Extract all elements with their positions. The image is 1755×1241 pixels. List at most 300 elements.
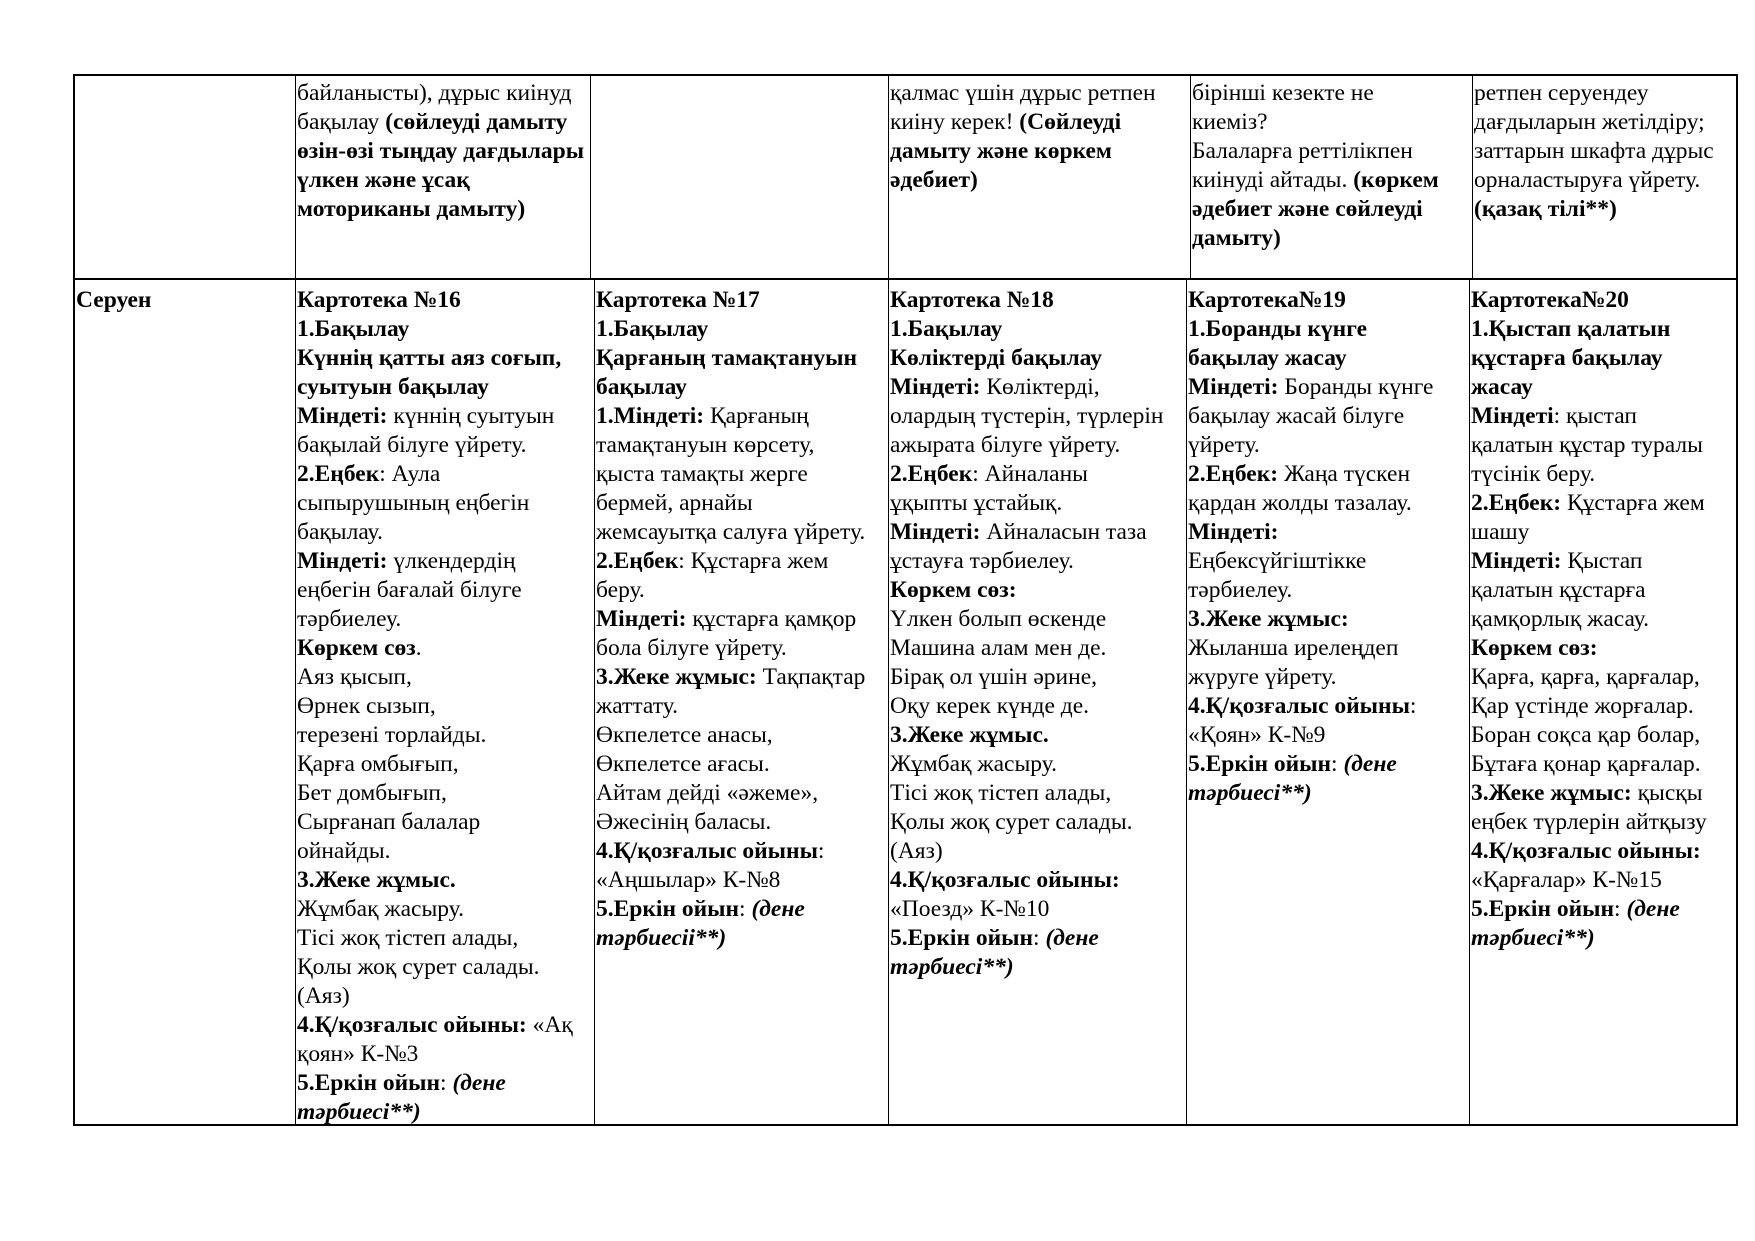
text-run: 2.Еңбек — [890, 461, 973, 487]
text-line — [1474, 108, 1736, 137]
text-line — [1188, 547, 1468, 576]
text-run: Машина алам мен де. — [890, 635, 1107, 661]
text-line — [1471, 895, 1736, 924]
text-line — [1471, 837, 1736, 866]
text-run: 1.Қыстап қалатын — [1471, 316, 1671, 342]
text-line — [890, 605, 1185, 634]
text-line — [890, 547, 1185, 576]
text-line — [297, 750, 593, 779]
text-line — [596, 344, 887, 373]
column-divider — [1186, 279, 1187, 1126]
text-line — [1471, 634, 1736, 663]
text-line — [1471, 344, 1736, 373]
text-line — [596, 663, 887, 692]
text-run: Бұтаға қонар қарғалар. — [1471, 751, 1701, 777]
text-line — [890, 489, 1185, 518]
text-line — [297, 431, 593, 460]
text-run: Қар үстінде жорғалар. — [1471, 693, 1694, 719]
text-line — [1474, 166, 1736, 195]
text-run: 1.Бақылау — [890, 316, 1003, 342]
text-run: қалатын құстарға — [1471, 577, 1646, 603]
text-run: үйрету. — [1188, 432, 1260, 458]
text-line — [1471, 286, 1736, 315]
text-line — [297, 108, 589, 137]
column-divider — [1469, 279, 1470, 1126]
text-run: Қолы жоқ сурет салады. — [297, 954, 540, 980]
walk-cell-5 — [1471, 286, 1736, 953]
text-line — [890, 518, 1185, 547]
text-line — [596, 547, 887, 576]
text-line — [297, 837, 593, 866]
text-run: Көліктерді, — [980, 374, 1100, 400]
text-run: (Сөйлеуді — [1019, 109, 1122, 135]
text-run: Құстарға жем — [1561, 490, 1705, 516]
text-line — [297, 547, 593, 576]
text-run: Өкпелетсе анасы, — [596, 722, 773, 748]
text-run: қалатын құстар туралы — [1471, 432, 1703, 458]
text-line — [297, 315, 593, 344]
text-line — [890, 166, 1188, 195]
text-run: Міндеті: — [1471, 548, 1562, 574]
text-run: тәрбиесі**) — [890, 954, 1014, 980]
text-run: Картотека №18 — [890, 287, 1054, 313]
text-run: (дене — [1343, 751, 1397, 777]
text-run: қалмас үшін дұрыс ретпен — [890, 80, 1156, 106]
text-run: Көліктерді бақылау — [890, 345, 1102, 371]
text-line — [297, 195, 589, 224]
walk-row-label: Серуен — [76, 287, 152, 313]
text-run: моториканы дамыту) — [297, 196, 526, 222]
text-run: Көркем сөз: — [1471, 635, 1598, 661]
text-line — [596, 286, 887, 315]
text-run: (қазақ тілі**) — [1474, 196, 1617, 222]
text-line — [1188, 663, 1468, 692]
text-line — [1192, 79, 1470, 108]
text-line — [297, 721, 593, 750]
text-run: Бірақ ол үшін әрине, — [890, 664, 1098, 690]
text-line — [596, 721, 887, 750]
text-run: (Аяз) — [890, 838, 943, 864]
text-run: Жаңа түскен — [1278, 461, 1411, 487]
text-run: Өрнек сызып, — [297, 693, 436, 719]
text-line — [596, 489, 887, 518]
top-cell-1 — [297, 79, 589, 224]
text-run: Бет домбығып, — [297, 780, 447, 806]
text-run: «Аңшылар» К-№8 — [596, 867, 781, 893]
text-run: түсінік беру. — [1471, 461, 1596, 487]
text-run: 5.Еркін ойын — [1471, 896, 1615, 922]
text-run: : Айналаны — [972, 461, 1088, 487]
text-run: бақылау — [596, 374, 687, 400]
text-run: 2.Еңбек: — [1188, 461, 1279, 487]
text-run: 3.Жеке жұмыс: — [1471, 780, 1632, 806]
text-run: Міндеті: — [297, 403, 388, 429]
text-run: жүруге үйрету. — [1188, 664, 1337, 690]
text-line — [1188, 315, 1468, 344]
text-run: киеміз? — [1192, 109, 1268, 135]
text-line — [1188, 634, 1468, 663]
text-run: «Ақ — [526, 1012, 573, 1038]
text-line — [297, 982, 593, 1011]
text-run: үлкен және ұсақ — [297, 167, 470, 193]
text-run: тәрбиесі**) — [1471, 925, 1595, 951]
text-run: : — [1614, 896, 1627, 922]
text-run: 5.Еркін ойын — [890, 925, 1034, 951]
text-run: Міндеті: — [1188, 519, 1279, 545]
text-run: Өкпелетсе ағасы. — [596, 751, 770, 777]
text-line — [890, 431, 1185, 460]
text-line — [1188, 431, 1468, 460]
text-run: Оқу керек күнде де. — [890, 693, 1090, 719]
text-line — [297, 489, 593, 518]
text-run: еңбегін бағалай білуге — [297, 577, 522, 603]
text-line — [1471, 402, 1736, 431]
text-run: Балаларға реттілікпен — [1192, 138, 1413, 164]
text-line — [1192, 137, 1470, 166]
text-run: құстарға бақылау — [1471, 345, 1663, 371]
text-line — [297, 166, 589, 195]
text-run: әдебиет және сөйлеуді — [1192, 196, 1423, 222]
text-run: қамқорлық жасау. — [1471, 606, 1650, 632]
text-run: Картотека№19 — [1188, 287, 1346, 313]
walk-cell-3 — [890, 286, 1185, 982]
text-run: 2.Еңбек: — [1471, 490, 1562, 516]
text-line — [890, 953, 1185, 982]
text-line — [297, 663, 593, 692]
text-line — [1471, 518, 1736, 547]
text-run: Көркем сөз: — [890, 577, 1017, 603]
text-line — [297, 1069, 593, 1098]
text-line — [596, 924, 887, 953]
text-run: 3.Жеке жұмыс: — [1188, 606, 1349, 632]
text-run: бірінші кезекте не — [1192, 80, 1374, 106]
text-run: Сырғанап балалар — [297, 809, 481, 835]
text-line — [1474, 79, 1736, 108]
text-run: тәрбиелеу. — [1188, 577, 1293, 603]
text-run: 2.Еңбек — [596, 548, 679, 574]
text-run: Міндеті: — [297, 548, 388, 574]
text-line — [1471, 547, 1736, 576]
text-line — [297, 692, 593, 721]
text-line — [297, 344, 593, 373]
text-run: Қолы жоқ сурет салады. — [890, 809, 1133, 835]
text-run: бақылау — [297, 109, 386, 135]
text-line — [1471, 721, 1736, 750]
text-run: қардан жолды тазалау. — [1188, 490, 1412, 516]
text-run: Картотека №16 — [297, 287, 461, 313]
text-run: әдебиет) — [890, 167, 978, 193]
text-line — [1471, 605, 1736, 634]
text-run: тәрбиесіі**) — [596, 925, 727, 951]
text-run: Үлкен болып өскенде — [890, 606, 1107, 632]
text-run: ойнайды. — [297, 838, 391, 864]
text-run: Аяз қысып, — [297, 664, 412, 690]
walk-cell-4 — [1188, 286, 1468, 808]
text-run: 1.Бақылау — [297, 316, 410, 342]
text-run: киіну керек! — [890, 109, 1020, 135]
text-line — [890, 137, 1188, 166]
text-run: Тақпақтар — [756, 664, 866, 690]
text-line — [297, 1011, 593, 1040]
text-run: (көркем — [1353, 167, 1439, 193]
text-run: үлкендердің — [387, 548, 516, 574]
text-line — [596, 460, 887, 489]
text-line — [1188, 721, 1468, 750]
text-line — [596, 895, 887, 924]
text-run: бола білуге үйрету. — [596, 635, 787, 661]
text-line — [1471, 460, 1736, 489]
column-divider — [888, 74, 889, 1126]
text-line — [297, 576, 593, 605]
text-line — [890, 634, 1185, 663]
text-run: еңбек түрлерін айтқызу — [1471, 809, 1707, 835]
text-line — [1188, 402, 1468, 431]
text-run: күннің суытуын — [387, 403, 555, 429]
text-run: ұстауға тәрбиелеу. — [890, 548, 1074, 574]
text-run: : — [1033, 925, 1046, 951]
column-divider — [1190, 74, 1191, 278]
text-run: Тісі жоқ тістеп алады, — [297, 925, 519, 951]
text-line — [1192, 166, 1470, 195]
text-run: 5.Еркін ойын — [1188, 751, 1332, 777]
text-run: Картотека№20 — [1471, 287, 1629, 313]
text-run: 4.Қ/қозғалыс ойыны — [1188, 693, 1410, 719]
text-run: бақылау. — [297, 519, 383, 545]
text-line — [596, 576, 887, 605]
text-run: : — [1331, 751, 1344, 777]
text-run: Айтам дейді «әжеме», — [596, 780, 819, 806]
text-line — [596, 605, 887, 634]
text-line — [890, 79, 1188, 108]
text-line — [297, 953, 593, 982]
text-line — [890, 721, 1185, 750]
row-divider — [73, 278, 1738, 280]
text-line — [297, 518, 593, 547]
text-run: қыста тамақты жерге — [596, 461, 808, 487]
text-line — [890, 895, 1185, 924]
text-run: дамыту және көркем — [890, 138, 1112, 164]
text-run: . — [415, 635, 422, 661]
text-line — [297, 460, 593, 489]
text-line — [890, 663, 1185, 692]
text-run: құстарға қамқор — [686, 606, 857, 632]
text-line — [297, 866, 593, 895]
text-run: дамыту) — [1192, 225, 1281, 251]
text-run: терезені торлайды. — [297, 722, 487, 748]
text-line — [596, 634, 887, 663]
text-run: ажырата білуге үйрету. — [890, 432, 1121, 458]
text-run: 5.Еркін ойын — [596, 896, 740, 922]
text-line — [1474, 137, 1736, 166]
text-line — [1188, 750, 1468, 779]
text-run: Күннің қатты аяз соғып, — [297, 345, 562, 371]
text-run: байланысты), дұрыс киінуд — [297, 80, 572, 106]
text-line — [1471, 924, 1736, 953]
text-line — [297, 79, 589, 108]
text-run: : Құстарға жем — [678, 548, 829, 574]
text-line — [890, 286, 1185, 315]
text-line — [890, 924, 1185, 953]
text-line — [596, 692, 887, 721]
text-run: Міндеті: — [1188, 374, 1279, 400]
text-run: Боранды күнге — [1278, 374, 1434, 400]
top-cell-5 — [1474, 79, 1736, 224]
text-run: қысқы — [1631, 780, 1703, 806]
text-line — [1188, 779, 1468, 808]
text-line — [890, 837, 1185, 866]
text-run: 2.Еңбек — [297, 461, 380, 487]
column-divider — [295, 74, 296, 1126]
text-run: өзін-өзі тыңдау дағдылары — [297, 138, 585, 164]
text-run: Айналасын таза — [980, 519, 1147, 545]
text-line — [1471, 489, 1736, 518]
text-line — [1188, 692, 1468, 721]
text-line — [1188, 286, 1468, 315]
text-run: 4.Қ/қозғалыс ойыны — [596, 838, 818, 864]
text-line — [297, 137, 589, 166]
text-run: : — [739, 896, 752, 922]
text-run: шашу — [1471, 519, 1530, 545]
column-divider — [1472, 74, 1473, 278]
text-run: (дене — [1626, 896, 1680, 922]
text-run: жаттату. — [596, 693, 678, 719]
text-run: 3.Жеке жұмыс. — [890, 722, 1049, 748]
text-line — [596, 431, 887, 460]
text-line — [890, 750, 1185, 779]
text-run: Жұмбақ жасыру. — [890, 751, 1057, 777]
top-cell-4 — [1192, 79, 1470, 253]
text-run: 1.Боранды күнге — [1188, 316, 1368, 342]
text-run: суытуын бақылау — [297, 374, 489, 400]
text-run: Қыстап — [1561, 548, 1643, 574]
text-run: Картотека №17 — [596, 287, 760, 313]
text-line — [297, 373, 593, 402]
text-line — [596, 402, 887, 431]
text-line — [1188, 576, 1468, 605]
text-run: 3.Жеке жұмыс: — [596, 664, 757, 690]
text-run: Міндеті: — [890, 374, 981, 400]
text-run: Тісі жоқ тістеп алады, — [890, 780, 1112, 806]
text-run: 5.Еркін ойын — [297, 1070, 441, 1096]
text-run: 3.Жеке жұмыс. — [297, 867, 456, 893]
text-run: бақылау жасау — [1188, 345, 1347, 371]
text-run: ретпен серуендеу — [1474, 80, 1649, 106]
text-line — [1471, 866, 1736, 895]
text-run: тамақтануын көрсету, — [596, 432, 815, 458]
text-line — [1471, 431, 1736, 460]
text-run: заттарын шкафта дұрыс — [1474, 138, 1714, 164]
text-line — [1474, 195, 1736, 224]
text-line — [596, 866, 887, 895]
text-run: (дене — [751, 896, 805, 922]
text-run: Міндеті: — [596, 606, 687, 632]
text-run: (сөйлеуді дамыту — [385, 109, 568, 135]
text-line — [890, 344, 1185, 373]
text-run: (дене — [452, 1070, 506, 1096]
text-run: жемсауытқа салуға үйрету. — [596, 519, 866, 545]
text-run: Көркем сөз — [297, 635, 416, 661]
top-cell-3 — [890, 79, 1188, 195]
text-run: 1.Бақылау — [596, 316, 709, 342]
text-line — [890, 402, 1185, 431]
text-line — [1188, 373, 1468, 402]
text-line — [297, 808, 593, 837]
text-line — [1188, 344, 1468, 373]
text-run: қоян» К-№3 — [297, 1041, 419, 1067]
text-line — [890, 373, 1185, 402]
text-run: Міндеті: — [890, 519, 981, 545]
text-line — [297, 605, 593, 634]
text-run: (дене — [1045, 925, 1099, 951]
text-run: Боран соқса қар болар, — [1471, 722, 1701, 748]
text-run: бақылай білуге үйрету. — [297, 432, 527, 458]
text-line — [297, 402, 593, 431]
text-line — [297, 1098, 593, 1127]
text-line — [1188, 605, 1468, 634]
walk-cell-1 — [297, 286, 593, 1127]
text-run: орналастыруға үйрету. — [1474, 167, 1701, 193]
text-line — [297, 895, 593, 924]
text-run: : — [440, 1070, 453, 1096]
text-run: «Поезд» К-№10 — [890, 896, 1050, 922]
text-line — [1471, 315, 1736, 344]
text-run: олардың түстерін, түрлерін — [890, 403, 1164, 429]
text-run: сыпырушының еңбегін — [297, 490, 530, 516]
text-run: Қарғаның — [704, 403, 809, 429]
text-line — [890, 576, 1185, 605]
text-run: Қарға, қарға, қарғалар, — [1471, 664, 1700, 690]
text-run: дағдыларын жетілдіру; — [1474, 109, 1705, 135]
text-line — [1192, 224, 1470, 253]
text-line — [297, 286, 593, 315]
text-line — [890, 779, 1185, 808]
text-run: : Аула — [379, 461, 441, 487]
text-line — [1188, 518, 1468, 547]
text-line — [1471, 808, 1736, 837]
text-run: 4.Қ/қозғалыс ойыны: — [1471, 838, 1701, 864]
text-line — [1471, 692, 1736, 721]
text-run: Еңбексүйгіштікке — [1188, 548, 1367, 574]
text-run: Жыланша ирелеңдеп — [1188, 635, 1399, 661]
text-run: бермей, арнайы — [596, 490, 753, 516]
text-run: Қарға омбығып, — [297, 751, 459, 777]
text-line — [890, 108, 1188, 137]
text-line — [596, 373, 887, 402]
text-run: Қарғаның тамақтануын — [596, 345, 858, 371]
text-run: : — [817, 838, 825, 864]
text-run: жасау — [1471, 374, 1533, 400]
text-line — [1471, 779, 1736, 808]
text-line — [890, 315, 1185, 344]
text-line — [297, 779, 593, 808]
text-run: : қыстап — [1553, 403, 1637, 429]
text-line — [1471, 750, 1736, 779]
column-divider — [594, 279, 595, 1126]
text-line — [890, 866, 1185, 895]
text-line — [596, 779, 887, 808]
text-line — [890, 692, 1185, 721]
text-line — [596, 750, 887, 779]
text-line — [1192, 195, 1470, 224]
text-run: (Аяз) — [297, 983, 350, 1009]
text-run: киінуді айтады. — [1192, 167, 1354, 193]
text-run: Әжесінің баласы. — [596, 809, 772, 835]
text-line — [1471, 576, 1736, 605]
text-line — [1471, 663, 1736, 692]
text-line — [890, 460, 1185, 489]
text-line — [1188, 489, 1468, 518]
text-run: Міндеті — [1471, 403, 1554, 429]
